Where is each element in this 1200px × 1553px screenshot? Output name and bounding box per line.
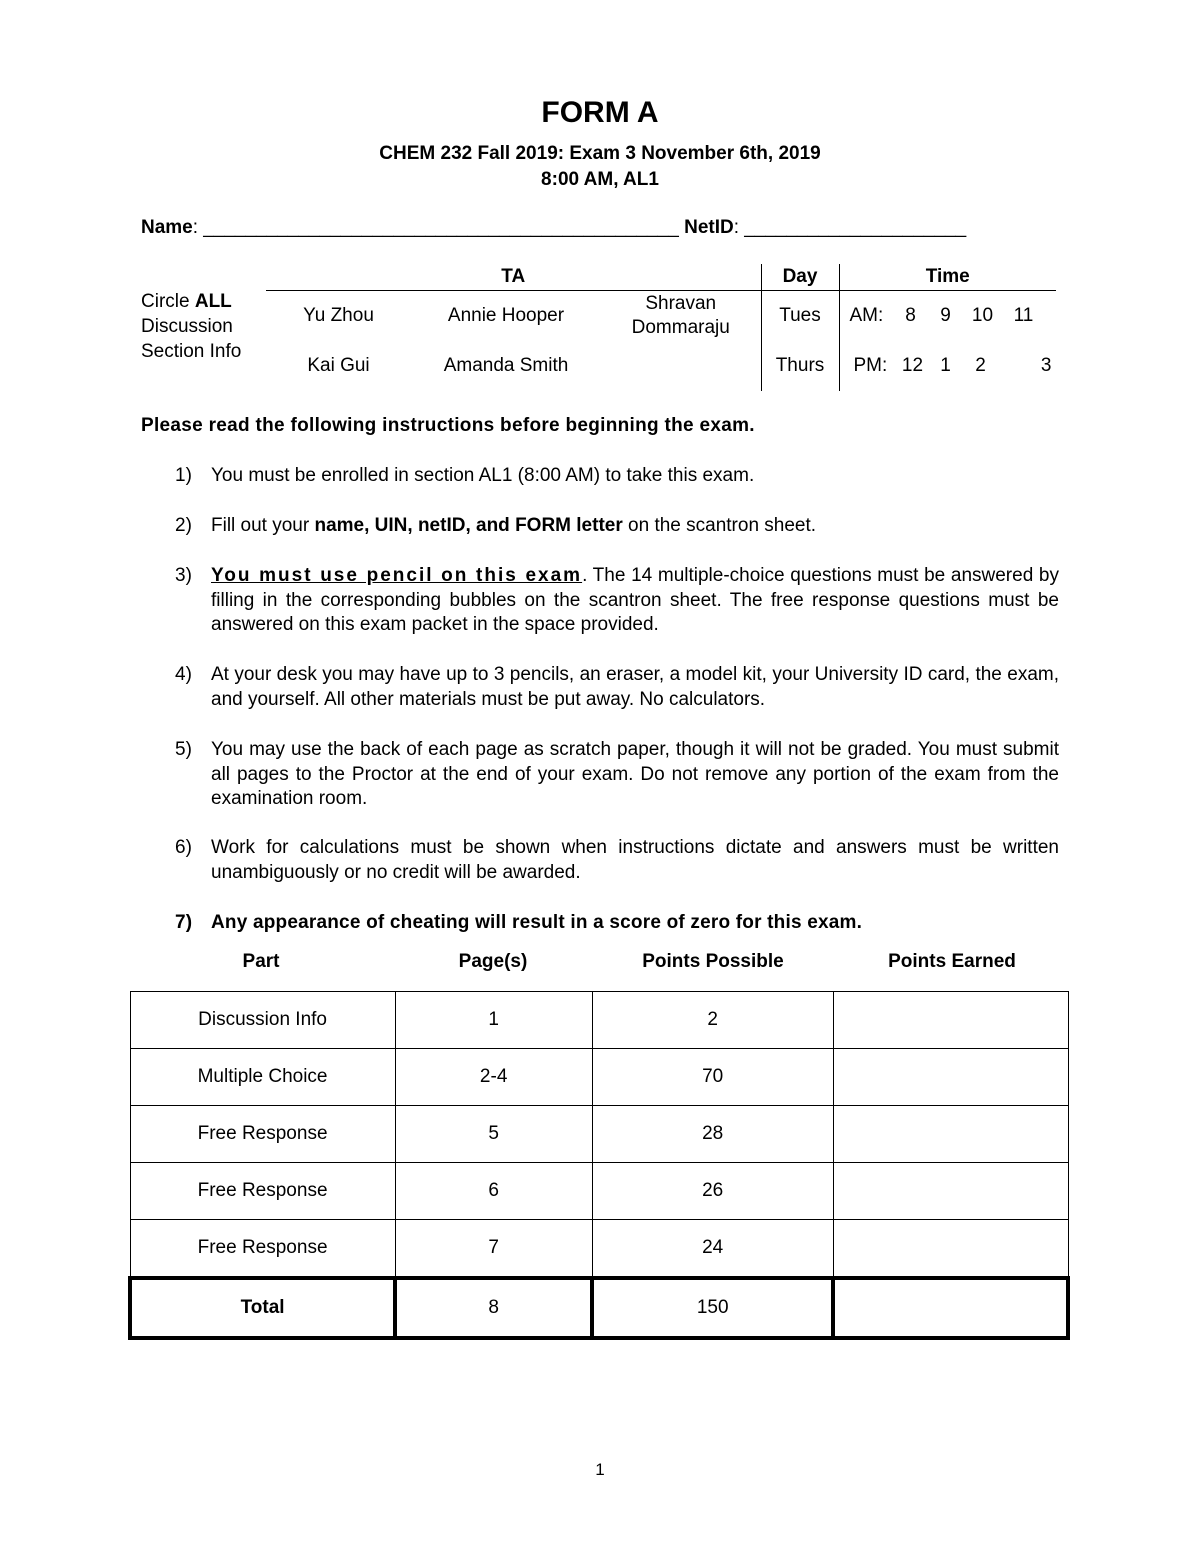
table-row: Free Response 7 24 bbox=[130, 1220, 1068, 1279]
col-header-points-earned: Points Earned bbox=[888, 951, 1016, 972]
course-line: CHEM 232 Fall 2019: Exam 3 November 6th, 2019 bbox=[379, 143, 821, 164]
ta-option[interactable]: Kai Gui bbox=[307, 354, 370, 376]
table-row: Multiple Choice 2-4 70 bbox=[130, 1049, 1068, 1106]
day-header: Day bbox=[761, 264, 839, 291]
col-header-part: Part bbox=[242, 951, 280, 972]
pencil-emphasis: You must use pencil on this exam bbox=[211, 565, 583, 586]
table-row: Discussion Info 1 2 bbox=[130, 992, 1068, 1049]
time-option-pm[interactable]: PM: 12 1 2 3 bbox=[839, 341, 1056, 391]
time-header: Time bbox=[839, 264, 1056, 291]
day-option[interactable]: Thurs bbox=[761, 341, 839, 391]
points-earned-cell[interactable] bbox=[833, 1049, 1068, 1106]
points-earned-cell[interactable] bbox=[833, 992, 1068, 1049]
name-label: Name bbox=[141, 217, 193, 238]
points-earned-cell[interactable] bbox=[833, 1163, 1068, 1220]
col-header-points-possible: Points Possible bbox=[642, 951, 784, 972]
name-netid-line bbox=[141, 217, 966, 239]
ta-option[interactable]: Shravan Dommaraju bbox=[631, 292, 730, 338]
total-earned-cell[interactable] bbox=[833, 1278, 1068, 1338]
ta-option[interactable]: Yu Zhou bbox=[303, 304, 374, 326]
total-row: Total 8 150 bbox=[130, 1278, 1068, 1338]
discussion-table bbox=[266, 264, 1056, 391]
col-header-pages: Page(s) bbox=[458, 951, 528, 972]
netid-label: NetID bbox=[684, 217, 734, 238]
time-option-am[interactable]: AM: 8 9 10 11 bbox=[839, 291, 1056, 341]
ta-option[interactable]: Annie Hooper bbox=[447, 304, 565, 326]
points-earned-cell[interactable] bbox=[833, 1106, 1068, 1163]
time-line: 8:00 AM, AL1 bbox=[541, 169, 659, 190]
table-row: Free Response 5 28 bbox=[130, 1106, 1068, 1163]
instructions-heading: Please read the following instructions before beginning the exam. bbox=[141, 415, 755, 436]
circle-all-emphasis: ALL bbox=[194, 291, 232, 312]
table-row: Free Response 6 26 bbox=[130, 1163, 1068, 1220]
page-number: 1 bbox=[595, 1460, 605, 1479]
ta-header: TA bbox=[266, 264, 761, 291]
day-option[interactable]: Tues bbox=[761, 291, 839, 341]
name-field[interactable]: : _____________________________________________ bbox=[192, 217, 685, 238]
score-table bbox=[128, 991, 1070, 1340]
points-earned-cell[interactable] bbox=[833, 1220, 1068, 1279]
netid-field[interactable]: : _____________________ bbox=[733, 217, 967, 238]
ta-option[interactable]: Amanda Smith bbox=[443, 354, 569, 376]
form-title: FORM A bbox=[541, 96, 659, 129]
circle-instruction: Circle ALL Discussion Section Info bbox=[141, 291, 242, 362]
